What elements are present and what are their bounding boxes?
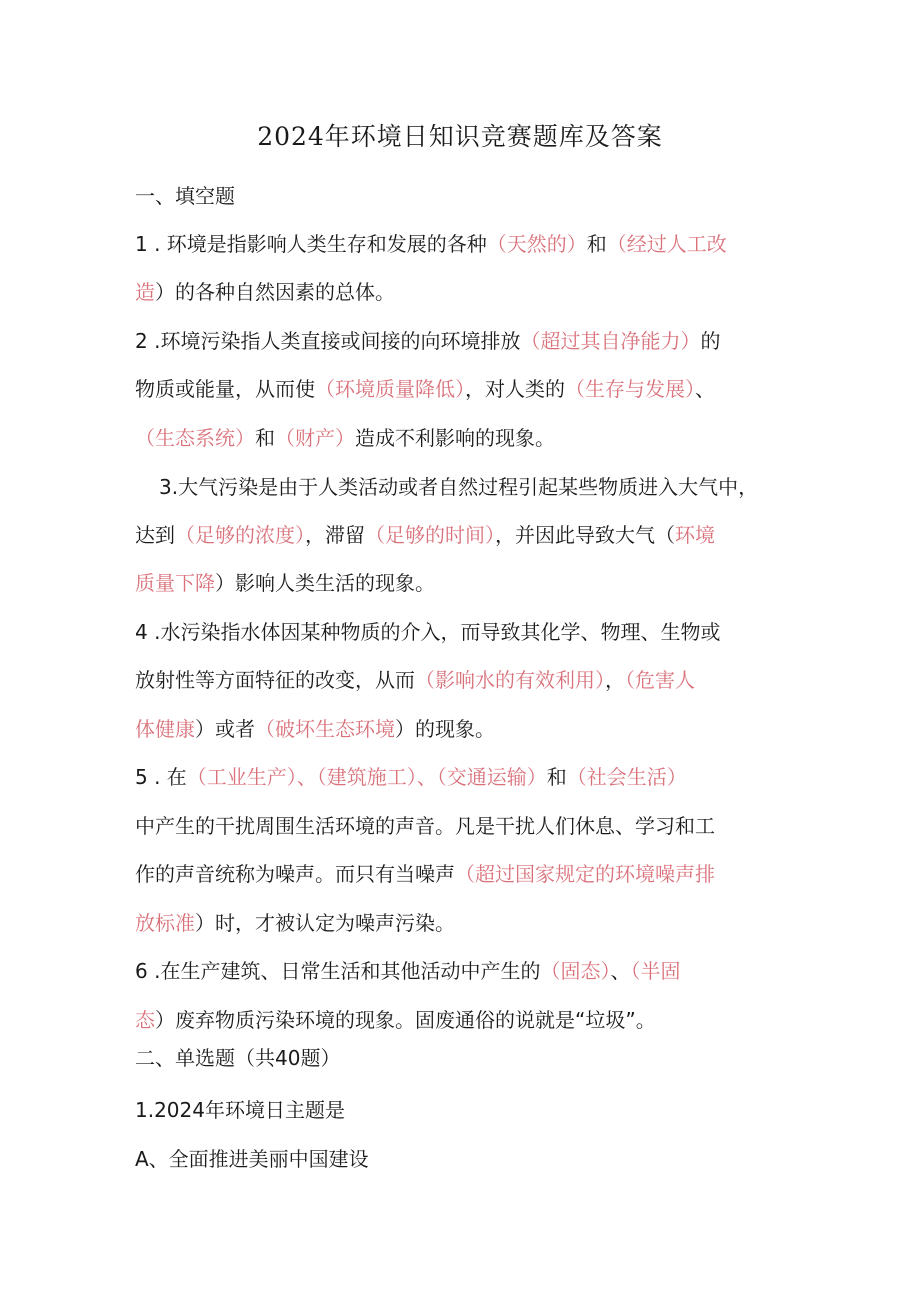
question-6-line-2: 态）废弃物质污染环境的现象。固废通俗的说就是“垃圾”。: [135, 1008, 656, 1032]
answer: （交通运输）: [436, 765, 547, 789]
answer: （社会生活）: [566, 765, 687, 789]
question-3-line-1: 3.大气污染是由于人类活动或者自然过程引起某些物质进入大气中，: [159, 475, 759, 499]
question-1-line-2: 造）的各种自然因素的总体。: [135, 280, 395, 304]
answer: （半固: [630, 959, 681, 983]
question-1-line-1: 1 . 环境是指影响人类生存和发展的各种（天然的）和（经过人工改: [135, 232, 727, 256]
answer: 体健康: [135, 717, 195, 741]
answer: 造: [135, 280, 155, 304]
question-3-line-3: 质量下降）影响人类生活的现象。: [135, 571, 435, 595]
question-4-line-3: 体健康）或者（破坏生态环境）的现象。: [135, 717, 495, 741]
answer: （生态系统）: [135, 426, 255, 450]
mc-question-1: 1.2024年环境日主题是: [135, 1098, 345, 1122]
question-5-line-4: 放标准）时，才被认定为噪声污染。: [135, 911, 455, 935]
answer: （超过其自净能力）: [520, 329, 701, 353]
question-6-line-1: 6 .在生产建筑、日常生活和其他活动中产生的（固态）、（半固: [135, 959, 681, 983]
answer: 质量下降: [135, 571, 215, 595]
answer: （破坏生态环境: [255, 717, 395, 741]
answer: （危害人: [625, 668, 695, 692]
answer: （足够的时间）: [365, 523, 495, 547]
answer: （环境质量降低）: [315, 377, 465, 401]
mc-question-1-option-a: A、全面推进美丽中国建设: [135, 1147, 369, 1171]
question-2-line-3: （生态系统）和（财产）造成不利影响的现象。: [135, 426, 555, 450]
question-2-line-2: 物质或能量，从而使（环境质量降低），对人类的（生存与发展）、: [135, 377, 715, 401]
answer: 态: [135, 1008, 155, 1032]
answer: （建筑施工）: [316, 765, 417, 789]
answer: （财产）: [275, 426, 355, 450]
question-2-line-1: 2 .环境污染指人类直接或间接的向环境排放（超过其自净能力）的: [135, 329, 721, 353]
answer: （影响水的有效利用）: [415, 668, 605, 692]
answer: （生存与发展）: [565, 377, 695, 401]
question-5-line-3: 作的声音统称为噪声。而只有当噪声（超过国家规定的环境噪声排: [135, 862, 715, 886]
answer: 放标准: [135, 911, 195, 935]
answer: （天然的）: [486, 232, 587, 256]
answer: （足够的浓度）: [175, 523, 305, 547]
question-5-line-1: 5 . 在（工业生产）、（建筑施工）、（交通运输）和（社会生活）: [135, 765, 687, 789]
answer: （工业生产）: [186, 765, 297, 789]
question-4-line-2: 放射性等方面特征的改变，从而（影响水的有效利用），（危害人: [135, 668, 695, 692]
question-4-line-1: 4 .水污染指水体因某种物质的介入，而导致其化学、物理、生物或: [135, 620, 721, 644]
answer: （超过国家规定的环境噪声排: [455, 862, 715, 886]
question-5-line-2: 中产生的干扰周围生活环境的声音。凡是干扰人们休息、学习和工: [135, 814, 715, 838]
section-heading-fill-in: 一、填空题: [135, 184, 235, 208]
answer: （经过人工改: [606, 232, 727, 256]
document-title: 2024年环境日知识竞赛题库及答案: [257, 122, 663, 151]
answer: （固态）: [540, 959, 611, 983]
section-heading-single-choice: 二、单选题（共40题）: [135, 1046, 341, 1070]
question-3-line-2: 达到（足够的浓度），滞留（足够的时间），并因此导致大气（环境: [135, 523, 715, 547]
answer: 环境: [675, 523, 715, 547]
